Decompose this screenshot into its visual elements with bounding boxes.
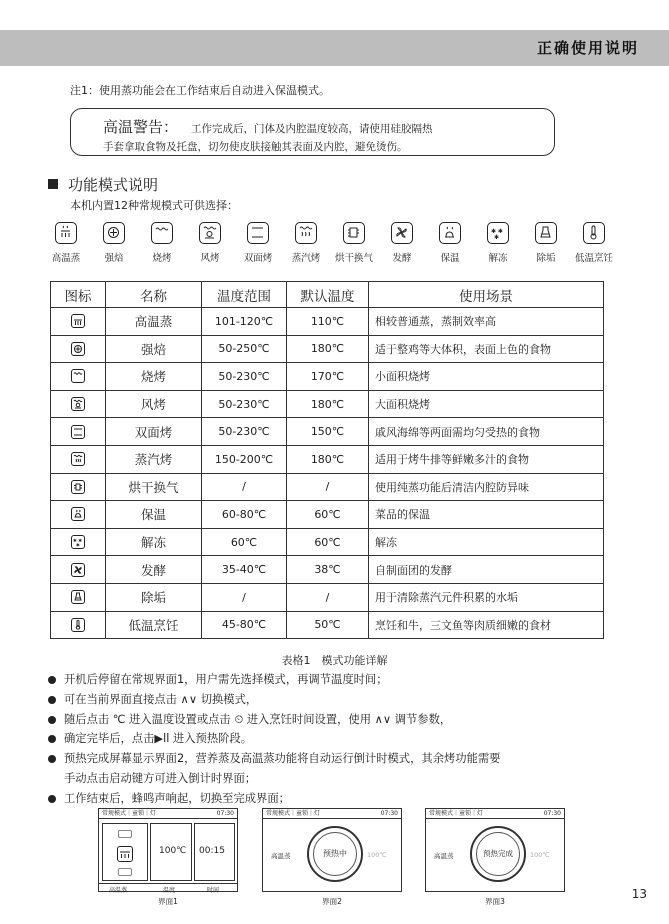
list-item-text: 手动点击启动键方可进入倒计时界面； (64, 771, 257, 785)
strong-bake-icon (103, 222, 125, 244)
screen-status-text: 预热中 (313, 832, 357, 876)
screen-status-bar (426, 809, 564, 819)
list-item (48, 710, 608, 730)
mode-label: 烘干换气 (334, 253, 373, 264)
header-bar (0, 30, 669, 66)
bottom-temp: 温度 (163, 887, 176, 894)
mode-label: 蒸汽烤 (291, 253, 321, 264)
svg-text:✱ ✱: ✱ ✱ (73, 539, 82, 545)
bullet-dot-icon (48, 676, 56, 684)
cell-name: 强焙 (106, 335, 202, 363)
time-panel (194, 823, 235, 881)
ferment-icon (71, 563, 85, 577)
cell-use: 适用于烤牛排等鲜嫩多汁的食物 (369, 445, 604, 473)
cell-use: 适于整鸡等大体积，表面上色的食物 (369, 335, 604, 363)
screen-2-label: 界面2 (322, 897, 342, 906)
high-steam-icon (117, 846, 133, 862)
table-header-row (51, 282, 604, 308)
table-row (51, 528, 604, 556)
table-row (51, 611, 604, 639)
double-grill-icon (247, 222, 269, 244)
cell-default: 180℃ (287, 335, 369, 363)
cell-use: 自制面团的发酵 (369, 556, 604, 584)
mode-label: 发酵 (392, 253, 412, 264)
mode-label: 除垢 (536, 253, 556, 264)
cell-name: 风烤 (106, 390, 202, 418)
status-left: 常规模式｜童锁｜灯 (429, 810, 484, 817)
cell-name: 解冻 (106, 528, 202, 556)
mode-label: 风烤 (200, 253, 220, 264)
high-steam-icon (55, 222, 77, 244)
cell-default: 150℃ (287, 418, 369, 446)
warning-line-1: 工作完成后，门体及内腔温度较高，请使用硅胶隔热 (191, 123, 433, 135)
table-caption: 表格1 模式功能详解 (281, 654, 388, 667)
cell-use: 解冻 (369, 528, 604, 556)
list-item-text: 工作结束后，蜂鸣声响起，切换至完成界面； (64, 791, 290, 805)
defrost-icon (487, 222, 509, 244)
list-item (48, 789, 608, 809)
list-item (48, 749, 608, 769)
cell-range: 45-80℃ (202, 611, 287, 639)
table-row (51, 335, 604, 363)
screen-status-bar (99, 809, 237, 819)
high-steam-icon (71, 314, 85, 328)
cell-name: 低温烹饪 (106, 611, 202, 639)
descale-icon (535, 222, 557, 244)
list-item-text: 可在当前界面直接点击 ∧∨ 切换模式， (64, 692, 258, 706)
steam-grill-icon (71, 452, 85, 466)
page-number: 13 (631, 887, 647, 901)
list-item-text: 确定完毕后，点击▶ll 进入预热阶段。 (64, 732, 253, 746)
mode-label: 双面烤 (243, 253, 273, 264)
screen-1 (98, 808, 238, 892)
list-item-continuation (48, 769, 608, 789)
descale-icon (71, 590, 85, 604)
dry-vent-icon (71, 480, 85, 494)
strong-bake-icon (71, 342, 85, 356)
cell-default: 38℃ (287, 556, 369, 584)
mode-low-temp (564, 222, 624, 264)
cell-name: 发酵 (106, 556, 202, 584)
section-title (48, 174, 158, 195)
low-temp-icon (71, 618, 85, 632)
warning-title: 高温警告： (103, 118, 179, 136)
svg-text:✱: ✱ (494, 234, 500, 240)
table-row (51, 390, 604, 418)
table-row (51, 445, 604, 473)
table-row (51, 473, 604, 501)
cell-range: 50-230℃ (202, 390, 287, 418)
table-row (51, 308, 604, 336)
cell-name: 烧烤 (106, 363, 202, 391)
mode-next-icon (118, 868, 132, 876)
cell-use: 戚风海绵等两面需均匀受热的食物 (369, 418, 604, 446)
svg-text:✱ ✱: ✱ ✱ (491, 228, 503, 235)
mode-prev-icon (118, 830, 132, 838)
cell-name: 双面烤 (106, 418, 202, 446)
table-row (51, 363, 604, 391)
cell-range: 35-40℃ (202, 556, 287, 584)
screen-status-bar (263, 809, 401, 819)
dry-vent-icon (343, 222, 365, 244)
cell-name: 保温 (106, 501, 202, 529)
cell-range: 60-80℃ (202, 501, 287, 529)
screen-status-text: 预热完成 (476, 832, 520, 876)
list-item-text: 开机后停留在常规界面1，用户需先选择模式，再调节温度时间； (64, 673, 388, 686)
cell-use: 小面积烧烤 (369, 363, 604, 391)
cell-default: 180℃ (287, 445, 369, 473)
col-header-icon: 图标 (51, 282, 106, 308)
cell-use: 用于清除蒸汽元件积累的水垢 (369, 583, 604, 611)
cell-name: 除垢 (106, 583, 202, 611)
steam-grill-icon (295, 222, 317, 244)
col-header-default: 默认温度 (287, 282, 369, 308)
low-temp-icon (583, 222, 605, 244)
list-item (48, 729, 608, 749)
status-left: 常规模式｜童锁｜灯 (102, 810, 157, 817)
keep-warm-icon (439, 222, 461, 244)
high-temp-warning (70, 108, 555, 156)
col-header-name: 名称 (106, 282, 202, 308)
cell-default: 60℃ (287, 528, 369, 556)
status-time: 07:30 (543, 810, 561, 817)
mode-panel (102, 823, 148, 881)
screen-3 (425, 808, 565, 892)
screen-temp: 100℃ (530, 851, 550, 859)
list-item (48, 690, 608, 710)
bullet-dot-icon (48, 696, 56, 704)
cell-use: 相较普通蒸，蒸制效率高 (369, 308, 604, 336)
cell-use: 菜品的保温 (369, 501, 604, 529)
grill-icon (151, 222, 173, 244)
cell-range: 50-250℃ (202, 335, 287, 363)
status-left: 常规模式｜童锁｜灯 (266, 810, 321, 817)
cell-default: 50℃ (287, 611, 369, 639)
mode-label: 解冻 (488, 253, 508, 264)
table-row (51, 418, 604, 446)
note-text: 注1：使用蒸功能会在工作结束后自动进入保温模式。 (70, 84, 330, 97)
screen-3-label: 界面3 (485, 897, 505, 906)
cell-name: 烘干换气 (106, 473, 202, 501)
screen-mode: 高温蒸 (434, 852, 454, 860)
progress-ring (470, 826, 526, 882)
progress-ring (307, 826, 363, 882)
cell-range: 101-120℃ (202, 308, 287, 336)
col-header-use: 使用场景 (369, 282, 604, 308)
warning-line-2: 手套拿取食物及托盘，切勿使皮肤接触其表面及内腔，避免烫伤。 (103, 141, 408, 153)
cell-default: 180℃ (287, 390, 369, 418)
col-header-range: 温度范围 (202, 282, 287, 308)
fan-grill-icon (71, 397, 85, 411)
table-row (51, 583, 604, 611)
mode-label: 保温 (440, 253, 460, 264)
square-bullet-icon (48, 179, 58, 189)
temp-panel (150, 823, 192, 881)
cell-default: / (287, 583, 369, 611)
bullet-dot-icon (48, 735, 56, 743)
screen-2 (262, 808, 402, 892)
bottom-mode: 高温蒸 (109, 887, 128, 894)
screen-temp: 100℃ (367, 851, 387, 859)
mode-icon-row (46, 222, 616, 268)
bullet-dot-icon (48, 755, 56, 763)
defrost-icon (71, 535, 85, 549)
temp-value: 100℃ (159, 846, 187, 856)
grill-icon (71, 369, 85, 383)
svg-text:✱: ✱ (76, 543, 80, 548)
cell-default: 170℃ (287, 363, 369, 391)
ferment-icon (391, 222, 413, 244)
section-title-text: 功能模式说明 (68, 176, 159, 194)
keep-warm-icon (71, 507, 85, 521)
table-row (51, 556, 604, 584)
table-row (51, 501, 604, 529)
instruction-list (48, 670, 608, 809)
screen-bottom-bar (99, 883, 237, 893)
list-item (48, 670, 608, 690)
cell-name: 蒸汽烤 (106, 445, 202, 473)
cell-range: 150-200℃ (202, 445, 287, 473)
cell-default: / (287, 473, 369, 501)
screen-mode: 高温蒸 (271, 852, 291, 860)
mode-label: 强焙 (104, 253, 124, 264)
page-title: 正确使用说明 (536, 39, 639, 57)
cell-name: 高温蒸 (106, 308, 202, 336)
list-item-text: 预热完成屏幕显示界面2，营养蒸及高温蒸功能将自动运行倒计时模式，其余烤功能需要 (64, 752, 501, 766)
status-time: 07:30 (380, 810, 398, 817)
bullet-dot-icon (48, 795, 56, 803)
fan-grill-icon (199, 222, 221, 244)
timer-value: 00:15 (199, 846, 225, 856)
bottom-time: 时间 (207, 887, 220, 894)
cell-default: 110℃ (287, 308, 369, 336)
cell-use: 烹饪和牛，三文鱼等肉质细嫩的食材 (369, 611, 604, 639)
cell-use: 大面积烧烤 (369, 390, 604, 418)
section-subtitle: 本机内置12种常规模式可供选择： (70, 199, 238, 212)
cell-range: / (202, 473, 287, 501)
cell-range: / (202, 583, 287, 611)
status-time: 07:30 (216, 810, 234, 817)
screen-1-label: 界面1 (158, 897, 178, 906)
mode-label: 烧烤 (152, 253, 172, 264)
mode-table (50, 281, 604, 639)
mode-label: 低温烹饪 (574, 253, 613, 264)
cell-range: 50-230℃ (202, 363, 287, 391)
list-item-text: 随后点击 ℃ 进入温度设置或点击 ⏲ 进入烹饪时间设置，使用 ∧∨ 调节参数， (64, 712, 452, 726)
double-grill-icon (71, 425, 85, 439)
cell-range: 60℃ (202, 528, 287, 556)
bullet-dot-icon (48, 716, 56, 724)
cell-range: 50-230℃ (202, 418, 287, 446)
cell-default: 60℃ (287, 501, 369, 529)
mode-label: 高温蒸 (51, 253, 81, 264)
cell-use: 使用纯蒸功能后清洁内腔防异味 (369, 473, 604, 501)
